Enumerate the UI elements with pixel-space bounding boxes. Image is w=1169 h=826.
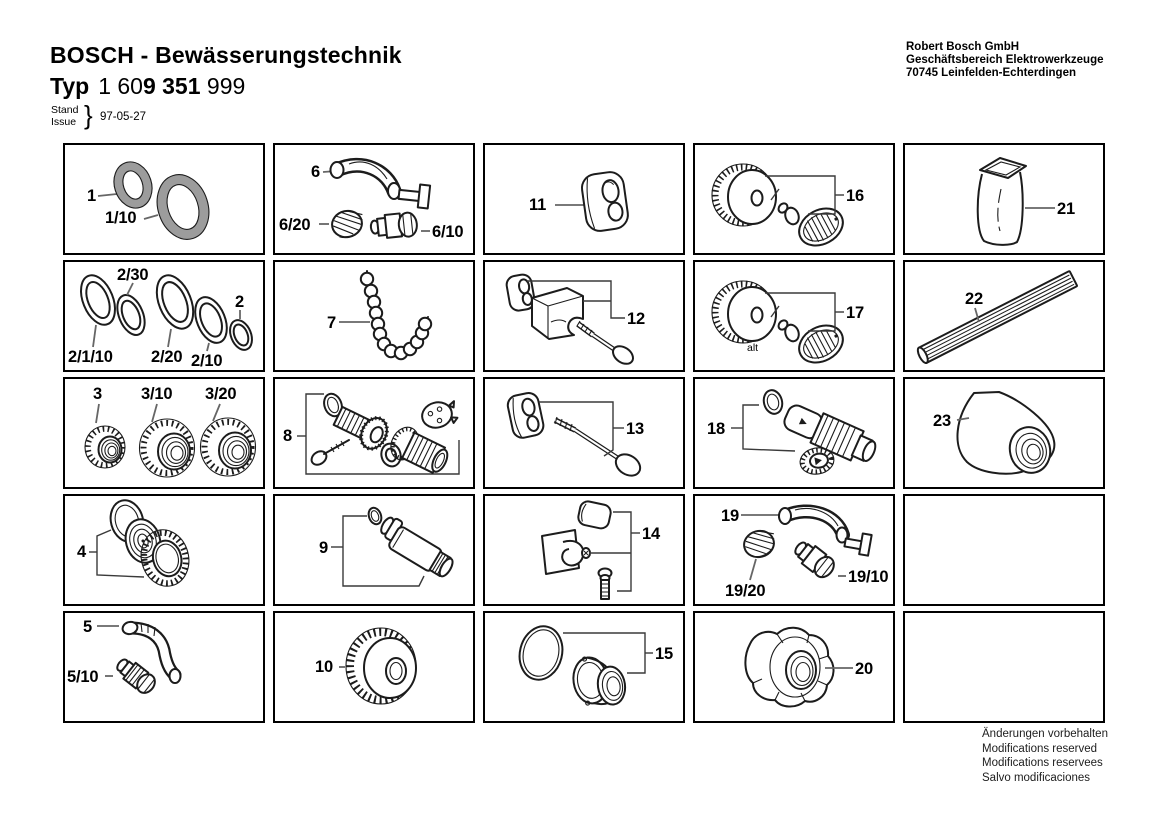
stand-issue-block [51,105,78,128]
part-label: 8 [283,427,292,445]
part-label: 6/10 [432,223,464,241]
part-label: 13 [626,420,644,438]
part-label: 20 [855,660,873,678]
parts-cell-cone-nozzle [903,377,1105,489]
part-label: 2/10 [191,352,223,370]
parts-cell-collection-bag [903,143,1105,255]
crank-lever-drawing [65,613,263,721]
notice-fr: Modifications reservees [982,757,1103,769]
part-label: 16 [846,187,864,205]
collection-bag-drawing [905,145,1103,253]
parts-cell-tube-connector [273,494,475,606]
parts-cell-knurled-gear [273,611,475,723]
parts-cell-coupler-assembly [273,377,475,489]
parts-cell-grip-knob [693,611,895,723]
parts-cell-lever-and-nozzle [273,143,475,255]
alt-variant-label: alt [747,342,759,354]
part-label: 5/10 [67,668,99,686]
parts-cell-block-and-screw [483,377,685,489]
parts-cell-washer-set [63,260,265,372]
notice-de: Änderungen vorbehalten [982,728,1108,740]
part-label: 23 [933,412,951,430]
type-number-part2: 9 351 [142,73,201,99]
block-screw-drawing [485,379,683,487]
part-label: 14 [642,525,660,543]
parts-cell-valve-body [693,377,895,489]
parts-cell-ribbed-tube [903,260,1105,372]
part-label: 2/20 [151,348,183,366]
parts-cell-seal-disc-set [63,494,265,606]
knurled-gear-drawing [275,613,473,721]
ring-bushing-drawing [485,613,683,721]
part-label: 15 [655,645,673,663]
part-label: 2/1/10 [68,348,113,366]
grip-block-drawing [485,145,683,253]
notice-es: Salvo modificaciones [982,771,1091,784]
part-label: 10 [315,658,333,676]
parts-cell-knurled-wheel [693,143,895,255]
issue-label: Issue [51,115,77,128]
type-number-part3: 999 [200,73,246,99]
part-label: 1 [87,187,96,205]
brace-glyph: } [84,100,93,130]
part-label: 4 [77,543,86,561]
part-label: 19/20 [725,582,766,600]
part-label: 7 [327,314,336,332]
coupler-assembly-drawing [275,379,473,487]
part-label: 1/10 [105,209,137,227]
part-label: 21 [1057,200,1075,218]
part-label: 17 [846,304,864,322]
type-number-line [50,73,245,100]
company-city: 70745 Leinfelden-Echterdingen [906,67,1076,79]
part-label: 5 [83,618,92,636]
part-label: 9 [319,539,328,557]
notice-en: Modifications reserved [982,742,1098,755]
part-label: 6/20 [279,216,311,234]
parts-cell-clamp-set [483,494,685,606]
part-label: 18 [707,420,725,438]
part-label: 2 [235,293,244,311]
cone-nozzle-drawing [905,379,1103,487]
company-division: Geschäftsbereich Elektrowerkzeuge [906,54,1104,66]
parts-cell-grip-block [483,143,685,255]
parts-cell-clip-and-screw [483,260,685,372]
parts-cell-lever-and-nozzle-2 [693,494,895,606]
parts-cell-ring-and-bushing [483,611,685,723]
part-label: 22 [965,290,983,308]
parts-cell-knurled-nuts [63,377,265,489]
company-address [906,41,1104,80]
clamp-set-drawing [485,496,683,604]
parts-cell-ball-chain [273,260,475,372]
modifications-notice [982,727,1108,785]
seal-disc-set-drawing [65,496,263,604]
stand-label: Stand [51,104,79,116]
part-label: 19/10 [848,568,889,586]
part-label: 3 [93,385,102,403]
ball-chain-drawing [275,262,473,370]
part-label: 19 [721,507,739,525]
part-label: 12 [627,310,645,328]
type-number-part1: 1 60 [98,73,143,99]
parts-cell-empty-1 [903,494,1105,606]
parts-cell-o-rings [63,143,265,255]
type-label: Typ [50,73,90,99]
part-label: 6 [311,163,320,181]
parts-cell-empty-2 [903,611,1105,723]
clip-screw-drawing [485,262,683,370]
parts-cell-crank-lever [63,611,265,723]
part-label: 3/10 [141,385,173,403]
part-label: 2/30 [117,266,149,284]
ribbed-tube-drawing [905,262,1103,370]
tube-connector-drawing [275,496,473,604]
parts-cell-knurled-wheel-alt [693,260,895,372]
issue-date: 97-05-27 [100,111,147,123]
part-label: 11 [529,196,547,214]
page-title: BOSCH - Bewässerungstechnik [50,42,402,68]
part-label: 3/20 [205,385,237,403]
company-name: Robert Bosch GmbH [906,41,1020,53]
